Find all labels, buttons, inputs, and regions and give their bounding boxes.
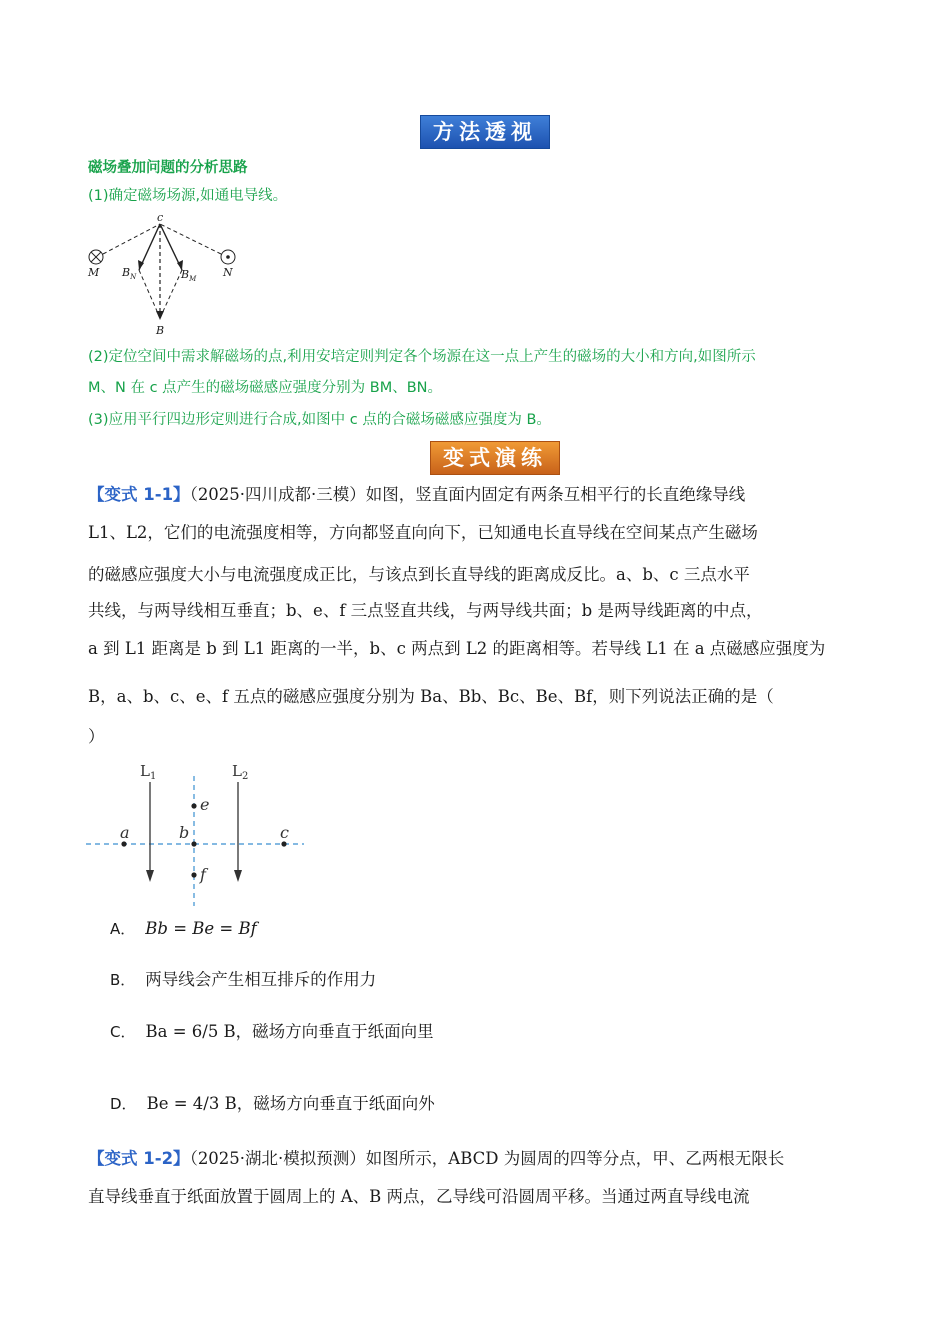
label-bn: $B_N$ <box>122 266 137 281</box>
problem2-line1: 【变式 1-2】（2025·湖北·模拟预测）如图所示，ABCD 为圆周的四等分点，甲、乙两根无限长 <box>88 1149 785 1168</box>
practice-banner <box>430 441 560 475</box>
option-a[interactable]: A． Bb = Be = Bf <box>110 919 257 938</box>
label-n: N <box>223 266 233 279</box>
problem1-line2: L1、L2，它们的电流强度相等，方向都竖直向向下，已知通电长直导线在空间某点产生磁场 <box>88 523 758 542</box>
method-step2-line1: (2)定位空间中需求解磁场的点,利用安培定则判定各个场源在这一点上产生的磁场的大小和方向,如图所示 <box>88 349 756 365</box>
label-e: e <box>200 795 210 814</box>
problem1-line7: ） <box>88 727 105 746</box>
two-wire-diagram <box>84 758 314 908</box>
problem1-line5: a 到 L1 距离是 b 到 L1 距离的一半，b、c 两点到 L2 的距离相等。若导线 L1 在 a 点磁感应强度为 <box>88 639 826 658</box>
field-superposition-diagram <box>84 210 244 340</box>
option-b[interactable]: B． 两导线会产生相互排斥的作用力 <box>110 970 377 989</box>
label-c: c <box>157 211 164 224</box>
problem2-line2: 直导线垂直于纸面放置于圆周上的 A、B 两点，乙导线可沿圆周平移。当通过两直导线电流 <box>88 1187 750 1206</box>
option-c-text: Ba = 6/5 B，磁场方向垂直于纸面向里 <box>145 1022 434 1041</box>
method-step3: (3)应用平行四边形定则进行合成,如图中 c 点的合磁场磁感应强度为 B。 <box>88 412 551 428</box>
problem1-line4: 共线，与两导线相互垂直；b、e、f 三点竖直共线，与两导线共面；b 是两导线距离的中点， <box>88 601 763 620</box>
option-c[interactable]: C． Ba = 6/5 B，磁场方向垂直于纸面向里 <box>110 1022 434 1041</box>
label-bm: $B_M$ <box>181 268 197 283</box>
label-a: a <box>120 823 130 842</box>
label-c2: c <box>280 823 289 842</box>
option-b-text: 两导线会产生相互排斥的作用力 <box>145 970 377 989</box>
method-banner <box>420 115 550 149</box>
label-b2: b <box>179 823 190 842</box>
label-l1: $L_1$ <box>140 762 157 782</box>
option-d-text: Be = 4/3 B，磁场方向垂直于纸面向外 <box>146 1094 435 1113</box>
label-m: M <box>88 266 100 279</box>
problem1-line1: 【变式 1-1】（2025·四川成都·三模）如图，竖直面内固定有两条互相平行的长直绝缘导线 <box>88 485 746 504</box>
method-step1: (1)确定磁场场源,如通电导线。 <box>88 188 288 204</box>
label-l2: $L_2$ <box>232 762 249 782</box>
method-heading: 磁场叠加问题的分析思路 <box>88 160 248 176</box>
option-d[interactable]: D． Be = 4/3 B，磁场方向垂直于纸面向外 <box>110 1094 435 1113</box>
label-b: B <box>156 324 165 337</box>
problem1-line6: B，a、b、c、e、f 五点的磁感应强度分别为 Ba、Bb、Bc、Be、Bf，则下列说法正确的是（ <box>88 687 774 706</box>
option-a-text: Bb = Be = Bf <box>145 919 257 938</box>
method-banner-text: 方法透视 <box>420 115 550 149</box>
practice-banner-text: 变式演练 <box>430 441 560 475</box>
label-f: f <box>200 865 206 884</box>
problem1-line3: 的磁感应强度大小与电流强度成正比，与该点到长直导线的距离成反比。a、b、c 三点水平 <box>88 565 750 584</box>
method-step2-line2: M、N 在 c 点产生的磁场磁感应强度分别为 BM、BN。 <box>88 380 443 396</box>
